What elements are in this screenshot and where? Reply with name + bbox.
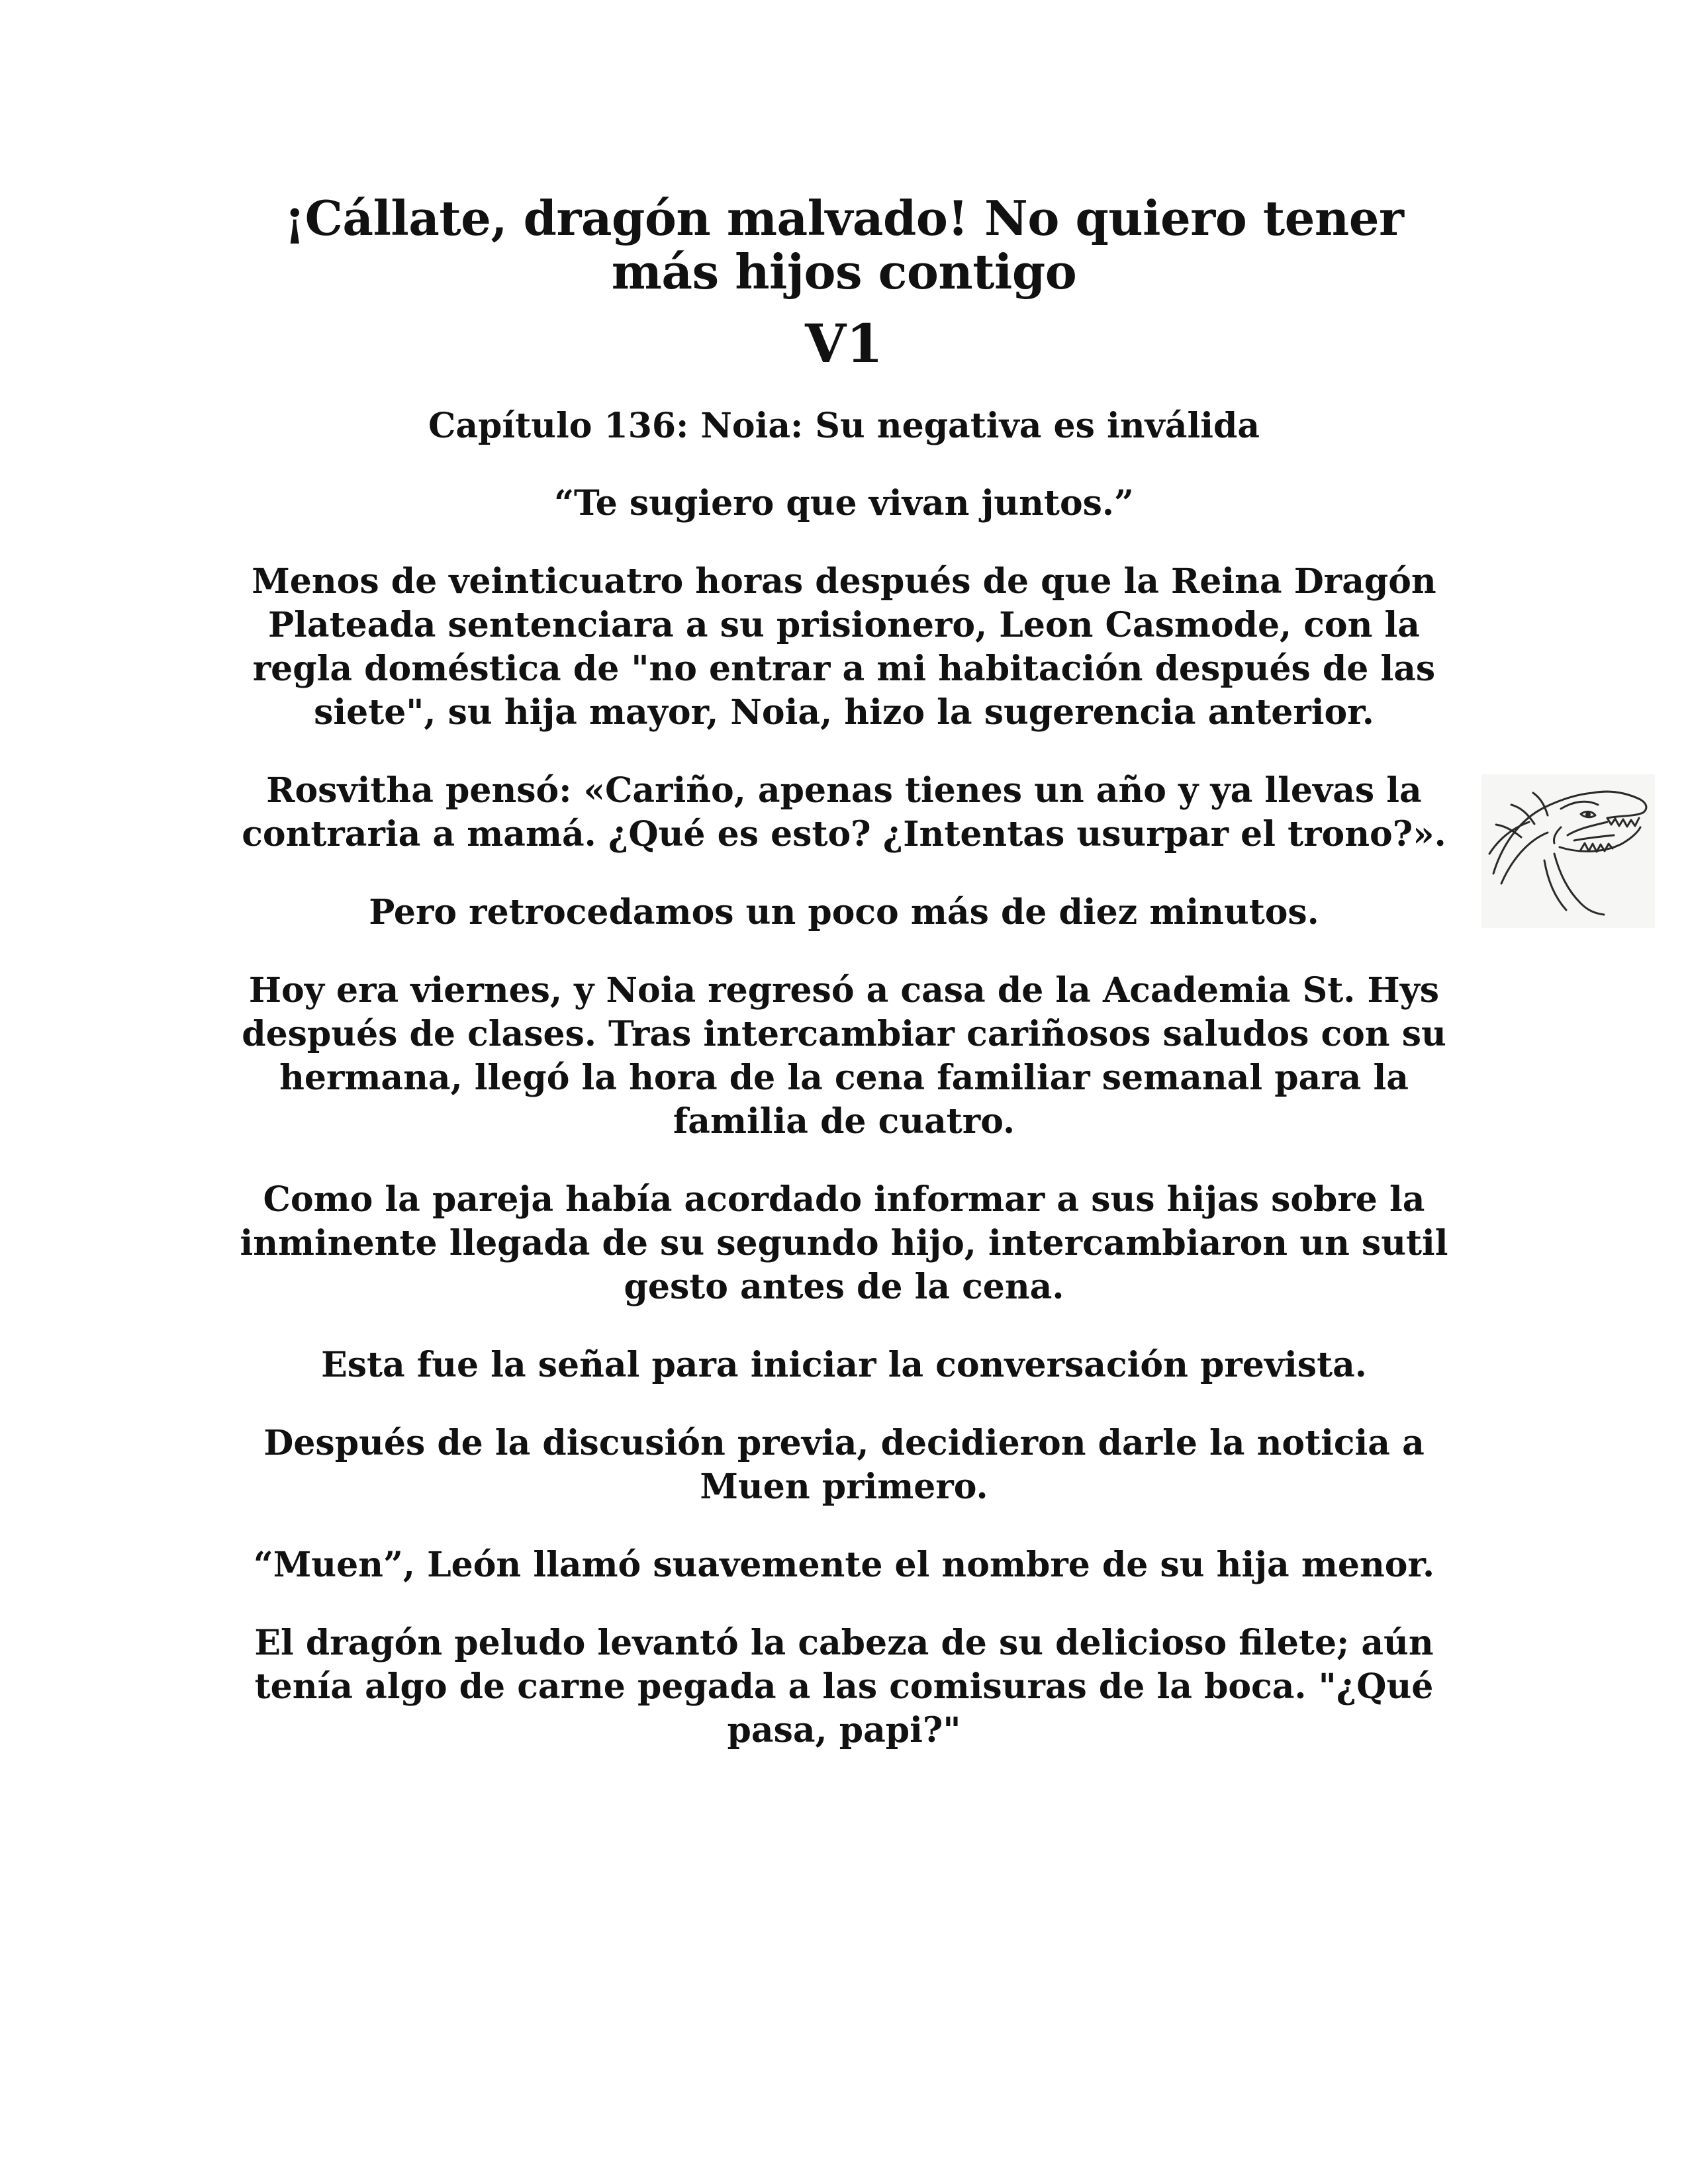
paragraph: Después de la discusión previa, decidieron darle la noticia a Muen primero. — [263, 1422, 1425, 1507]
paragraph: “Muen”, León llamó suavemente el nombre de su hija menor. — [253, 1544, 1435, 1585]
paragraph: Menos de veinticuatro horas después de que la Reina Dragón Plateada sentenciara a su prisionero, Leon Casmode, con la regla doméstica de "no entrar a mi habitación después de las siete", su hija mayor, Noia, hizo la sugerencia anterior. — [252, 561, 1436, 733]
paragraph: El dragón peludo levantó la cabeza de su delicioso filete; aún tenía algo de carne pegada a las comisuras de la boca. "¿Qué pasa, papi?" — [254, 1622, 1434, 1751]
paragraph: Hoy era viernes, y Noia regresó a casa de la Academia St. Hys después de clases. Tras intercambiar cariñosos saludos con su hermana, llegó la hora de la cena familiar semanal para la familia de cuatro. — [242, 970, 1446, 1142]
dragon-head-sketch-icon — [1481, 774, 1655, 928]
paragraph: Como la pareja había acordado informar a sus hijas sobre la inminente llegada de su segundo hijo, intercambiaron un sutil gesto antes de la cena. — [240, 1179, 1448, 1307]
paragraph: Rosvitha pensó: «Cariño, apenas tienes un año y ya llevas la contraria a mamá. ¿Qué es esto? ¿Intentas usurpar el trono?». — [242, 770, 1446, 854]
paragraph: Pero retrocedamos un poco más de diez minutos. — [369, 891, 1319, 933]
paragraph: “Te sugiero que vivan juntos.” — [554, 482, 1134, 523]
document-body — [225, 192, 1463, 1787]
volume-label: V1 — [805, 312, 883, 375]
chapter-heading: Capítulo 136: Noia: Su negativa es inválida — [428, 406, 1260, 447]
document-title: ¡Cállate, dragón malvado! No quiero tener más hijos contigo — [284, 190, 1404, 300]
paragraph: Esta fue la señal para iniciar la conversación prevista. — [321, 1344, 1367, 1385]
